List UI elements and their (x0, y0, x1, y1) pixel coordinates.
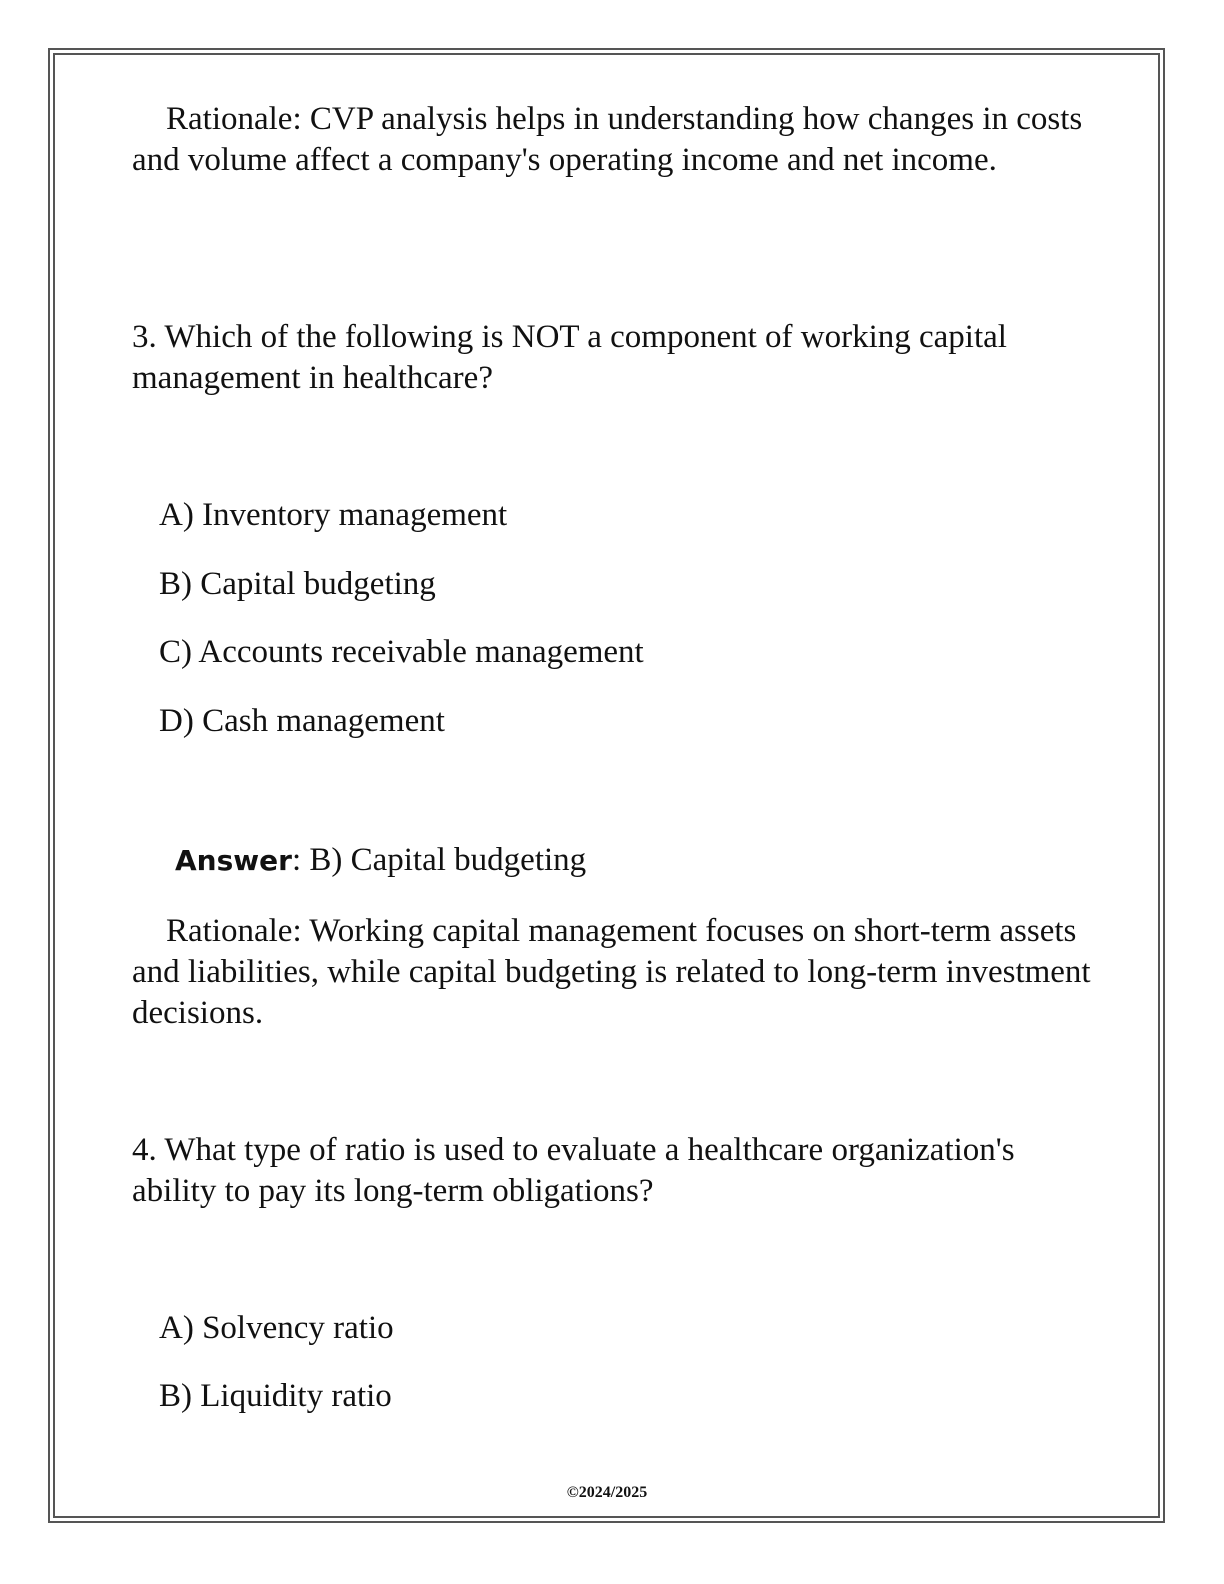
page-footer: ©2024/2025 (566, 1484, 648, 1501)
q3-answer-value: : B) Capital budgeting (291, 842, 587, 878)
q3-answer (175, 840, 586, 881)
rationale-q3: Rationale: Working capital management focuses on short-term assets and liabilities, while capital budgeting is related to long-term investment decisions. (132, 913, 1091, 1031)
q3-option-c: C) Accounts receivable management (159, 634, 644, 670)
q3-option-d: D) Cash management (159, 703, 445, 739)
rationale-q2: Rationale: CVP analysis helps in understanding how changes in costs and volume affect a company's operating income and net income. (132, 101, 1083, 178)
q4-option-b: B) Liquidity ratio (159, 1378, 392, 1414)
q4-option-a: A) Solvency ratio (159, 1310, 394, 1346)
q3-option-b: B) Capital budgeting (159, 566, 436, 602)
page-border-inner (53, 53, 1160, 1518)
q3-option-a: A) Inventory management (159, 497, 508, 533)
question-4: 4. What type of ratio is used to evaluate a healthcare organization's ability to pay its long-term obligations? (132, 1132, 1015, 1209)
question-3: 3. Which of the following is NOT a component of working capital management in healthcare? (132, 319, 1007, 396)
q3-answer-label: Answer (175, 844, 292, 877)
